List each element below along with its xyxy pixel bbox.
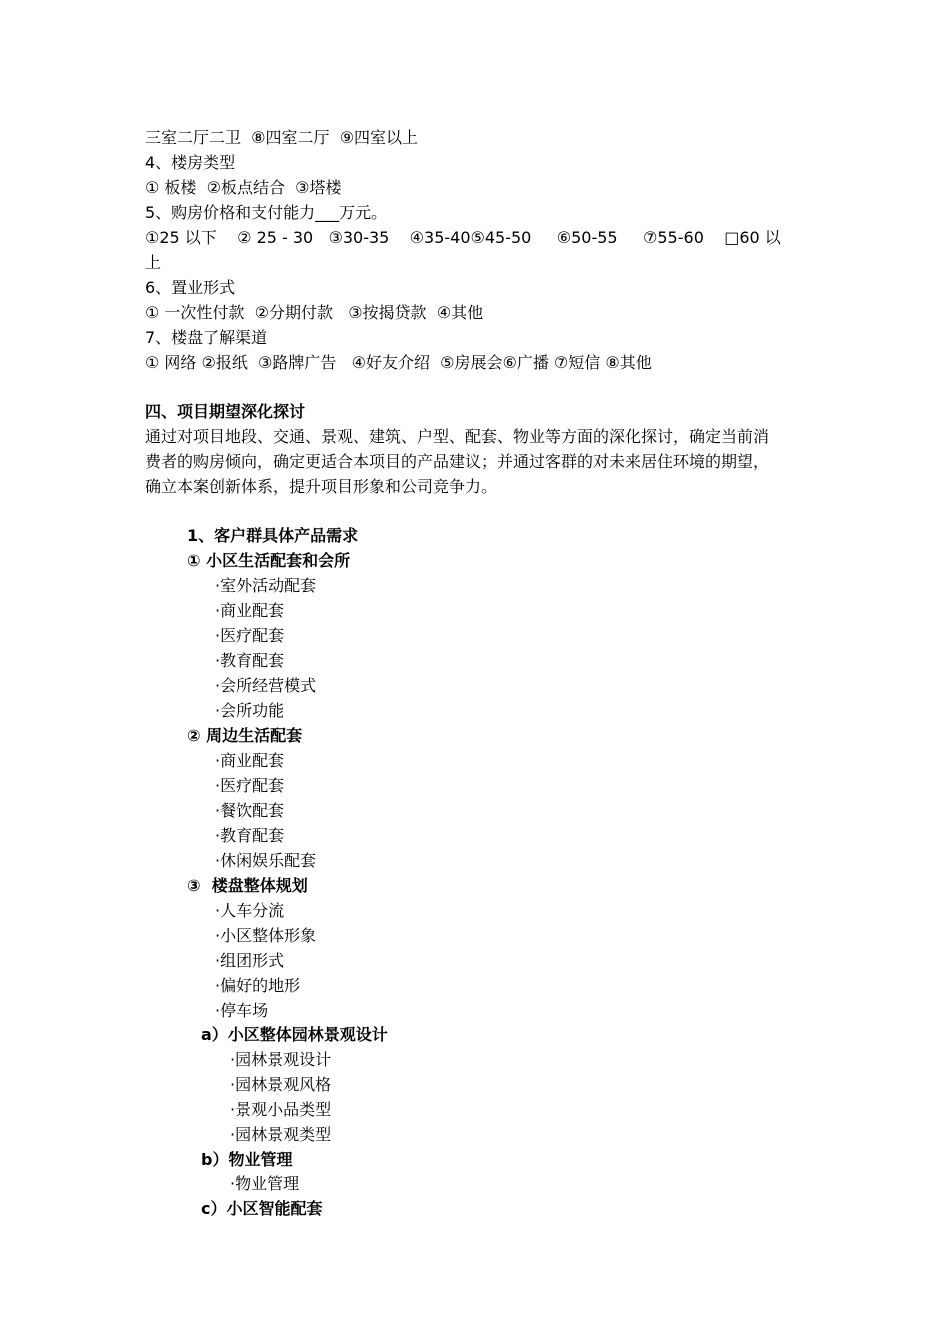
list-item: ·小区整体形象 <box>215 926 317 945</box>
list-item: ·园林景观设计 <box>230 1050 332 1069</box>
paragraph-line: 通过对项目地段、交通、景观、建筑、户型、配套、物业等方面的深化探讨，确定当前消 <box>145 427 770 446</box>
subsection-title: 1、客户群具体产品需求 <box>187 526 359 545</box>
list-item: ·园林景观风格 <box>230 1075 332 1094</box>
question-5-title: 5、购房价格和支付能力___万元。 <box>145 203 388 222</box>
list-item: ·教育配套 <box>215 826 285 845</box>
list-item: ·医疗配套 <box>215 626 285 645</box>
question-5-options-wrap: 上 <box>145 253 162 272</box>
list-item: ·商业配套 <box>215 751 285 770</box>
list-item: ·室外活动配套 <box>215 576 317 595</box>
question-5-options: ①25 以下 ② 25 - 30 ③30-35 ④35-40⑤45-50 ⑥50-55 ⑦55-60 □60 以 <box>145 228 781 247</box>
question-4-title: 4、楼房类型 <box>145 153 236 172</box>
list-item: ·组团形式 <box>215 951 285 970</box>
list-item: ·会所经营模式 <box>215 676 317 695</box>
room-options-continued: 三室二厅二卫 ⑧四室二厅 ⑨四室以上 <box>145 128 419 147</box>
question-4-options: ① 板楼 ②板点结合 ③塔楼 <box>145 178 342 197</box>
list-item: ·园林景观类型 <box>230 1125 332 1144</box>
list-item: ·偏好的地形 <box>215 976 301 995</box>
paragraph-line: 费者的购房倾向，确定更适合本项目的产品建议；并通过客群的对未来居住环境的期望， <box>145 452 770 471</box>
list-item: ·教育配套 <box>215 651 285 670</box>
paragraph-line: 确立本案创新体系，提升项目形象和公司竞争力。 <box>145 477 498 496</box>
list-item: ·景观小品类型 <box>230 1100 332 1119</box>
question-6-options: ① 一次性付款 ②分期付款 ③按揭贷款 ④其他 <box>145 303 484 322</box>
list-item: ·人车分流 <box>215 901 285 920</box>
sub-group-title: b）物业管理 <box>201 1150 293 1169</box>
group-title: ③ 楼盘整体规划 <box>187 876 308 895</box>
section-heading: 四、项目期望深化探讨 <box>145 402 306 421</box>
question-7-options: ① 网络 ②报纸 ③路牌广告 ④好友介绍 ⑤房展会⑥广播 ⑦短信 ⑧其他 <box>145 353 652 372</box>
group-title: ② 周边生活配套 <box>187 726 303 745</box>
list-item: ·商业配套 <box>215 601 285 620</box>
list-item: ·会所功能 <box>215 701 285 720</box>
list-item: ·餐饮配套 <box>215 801 285 820</box>
sub-group-title: c）小区智能配套 <box>201 1199 323 1218</box>
sub-group-title: a）小区整体园林景观设计 <box>201 1025 388 1044</box>
list-item: ·停车场 <box>215 1001 269 1020</box>
question-7-title: 7、楼盘了解渠道 <box>145 328 268 347</box>
question-6-title: 6、置业形式 <box>145 278 236 297</box>
group-title: ① 小区生活配套和会所 <box>187 551 351 570</box>
list-item: ·医疗配套 <box>215 776 285 795</box>
list-item: ·物业管理 <box>230 1174 300 1193</box>
list-item: ·休闲娱乐配套 <box>215 851 317 870</box>
